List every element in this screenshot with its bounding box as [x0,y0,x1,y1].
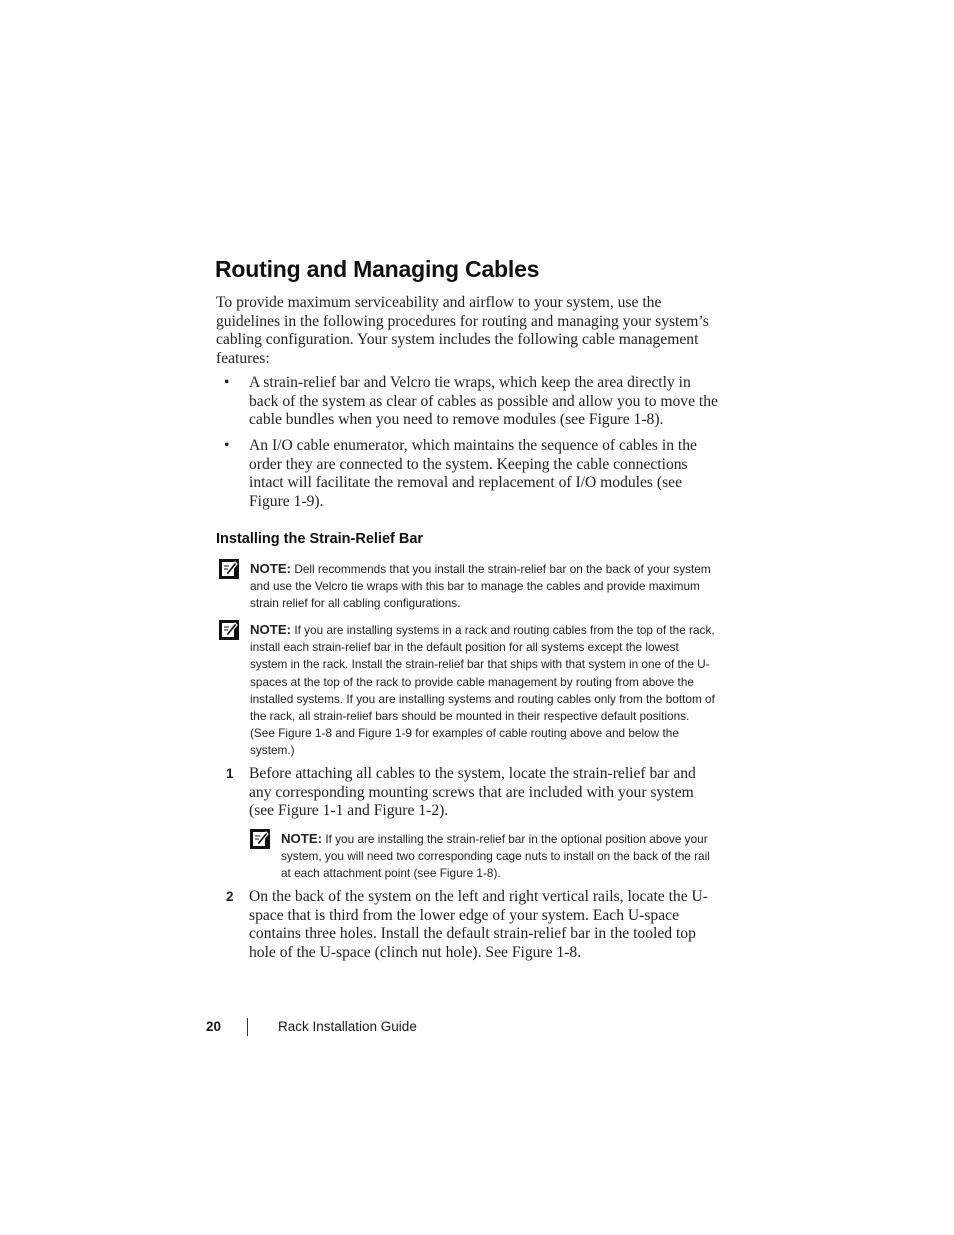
step-number: 1 [226,766,234,781]
page-number: 20 [206,1019,222,1034]
footer-separator [247,1018,248,1036]
note-pencil-icon [249,828,271,850]
note-body: If you are installing systems in a rack and routing cables from the top of the rack, install each strain-relief bar in the default position for all systems except the lowest system in the rack. Install the strain-relief bar that ships with that system in one of the U-spaces at the top of the rack to provide cable management by routing from above the installed systems. If you are installing systems and routing cables only from the bottom of the rack, all strain-relief bars should be mounted in their respective default positions. (See Figure 1-8 and Figure 1-9 for examples of cable routing above and below the system.) [250,623,715,758]
note-label: NOTE: [250,561,292,576]
page-title: Routing and Managing Cables [215,256,540,282]
note-body: If you are installing the strain-relief bar in the optional position above your system, you will need two corresponding cage nuts to install on the back of the rail at each attachment point (see Figure 1-8). [281,832,710,881]
section-heading: Installing the Strain-Relief Bar [216,531,424,547]
note-body: Dell recommends that you install the strain-relief bar on the back of your system and use the Velcro tie wraps with this bar to manage the cables and provide maximum strain relief for all cabling configurations. [250,562,711,611]
step-text: Before attaching all cables to the system, locate the strain-relief bar and any corresponding mounting screws that are included with your system (see Figure 1-1 and Figure 1-2). [249,765,696,820]
note-text [250,621,716,760]
note-text [250,560,716,613]
note-pencil-icon [218,619,240,641]
note-label: NOTE: [250,622,292,637]
intro-paragraph: To provide maximum serviceability and airflow to your system, use the guidelines in the following procedures for routing and managing your system’s cabling configuration. Your system includes the following cable management features: [216,294,709,367]
bullet-icon: • [224,374,230,391]
bullet-icon: • [224,437,230,454]
step-number: 2 [226,889,234,904]
note-pencil-icon [218,558,240,580]
note-text [281,830,717,883]
bullet-text: A strain-relief bar and Velcro tie wraps, which keep the area directly in back of the system as clear of cables as possible and allow you to move the cable bundles when you need to remove modules (see Figure 1-8). [249,374,718,429]
note-label: NOTE: [281,831,323,846]
bullet-text: An I/O cable enumerator, which maintains the sequence of cables in the order they are connected to the system. Keeping the cable connections intact will facilitate the removal and replacement of I/O modules (see Figure 1-9). [249,437,697,510]
step-text: On the back of the system on the left and right vertical rails, locate the U-space that is third from the lower edge of your system. Each U-space contains three holes. Install the default strain-relief bar in the tooled top hole of the U-space (clinch nut hole). See Figure 1-8. [249,888,708,961]
footer-guide-title: Rack Installation Guide [278,1019,417,1034]
